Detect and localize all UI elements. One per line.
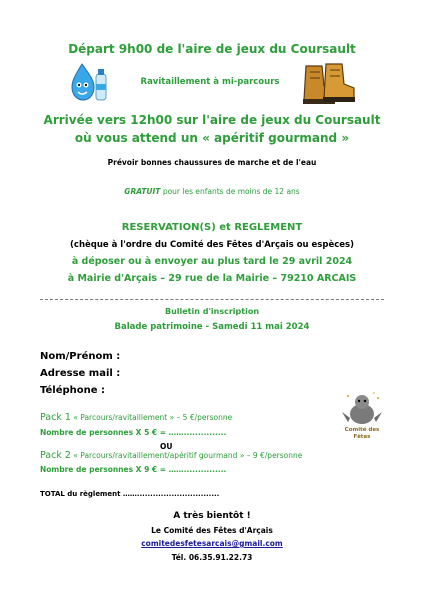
form-title: Bulletin d'inscription <box>164 307 260 316</box>
contact-phone: Tél. 06.35.91.22.73 <box>171 553 253 562</box>
pack1-label: Pack 1 <box>40 412 71 423</box>
equipment-note: Prévoir bonnes chaussures de marche et de l'eau <box>107 158 317 167</box>
arrival-heading-line2: où vous attend un « apéritif gourmand » <box>74 131 350 145</box>
name-field-label: Nom/Prénom : <box>40 351 121 362</box>
refreshment-note: Ravitaillement à mi-parcours <box>140 77 280 87</box>
logo-caption <box>336 427 388 441</box>
reservation-title: RESERVATION(S) et REGLEMENT <box>121 222 303 233</box>
free-children-note <box>0 187 424 196</box>
pack2-option <box>40 450 302 461</box>
address-note: à Mairie d'Arçais – 29 rue de la Mairie – 79210 ARCAIS <box>67 273 357 284</box>
total-payment-line: TOTAL du règlement ……............................... <box>40 490 220 498</box>
hiking-boots-icon <box>300 60 358 108</box>
email-field-label: Adresse mail : <box>40 368 121 379</box>
pack2-label: Pack 2 <box>40 450 71 461</box>
organizer-name: Le Comité des Fêtes d'Arçais <box>151 526 273 535</box>
deadline-note: à déposer ou à envoyer au plus tard le 29 avril 2024 <box>71 256 353 267</box>
pack1-count-line: Nombre de personnes X 5 € = ……............... <box>40 428 227 437</box>
free-note-rest: pour les enfants de moins de 12 ans <box>160 187 300 196</box>
closing-greeting: A très bientôt ! <box>173 511 251 521</box>
logo-caption-line2: Fêtes <box>353 434 371 440</box>
event-title: Balade patrimoine - Samedi 11 mai 2024 <box>114 322 310 332</box>
logo-caption-line1: Comité des <box>344 427 380 433</box>
pack1-option <box>40 412 232 423</box>
payment-method-note: (chèque à l'ordre du Comité des Fêtes d'Arçais ou espèces) <box>70 240 354 250</box>
phone-field-label: Téléphone : <box>40 385 106 396</box>
pack1-description: « Parcours/ravitaillement » – 5 €/personne <box>70 413 233 422</box>
departure-heading: Départ 9h00 de l'aire de jeux du Coursault <box>68 42 356 56</box>
free-label: GRATUIT <box>124 187 161 196</box>
cut-line-divider <box>40 299 384 300</box>
contact-email-link[interactable]: comitedesfetesarcais@gmail.com <box>141 539 283 548</box>
pack2-count-line: Nombre de personnes X 9 € = ……............... <box>40 465 227 474</box>
or-separator: OU <box>160 442 173 451</box>
water-drop-bottle-icon <box>68 60 112 104</box>
arrival-heading-line1: Arrivée vers 12h00 sur l'aire de jeux du Coursault <box>43 113 381 127</box>
pack2-description: « Parcours/ravitaillement/apéritif gourmand » – 9 €/personne <box>70 451 303 460</box>
